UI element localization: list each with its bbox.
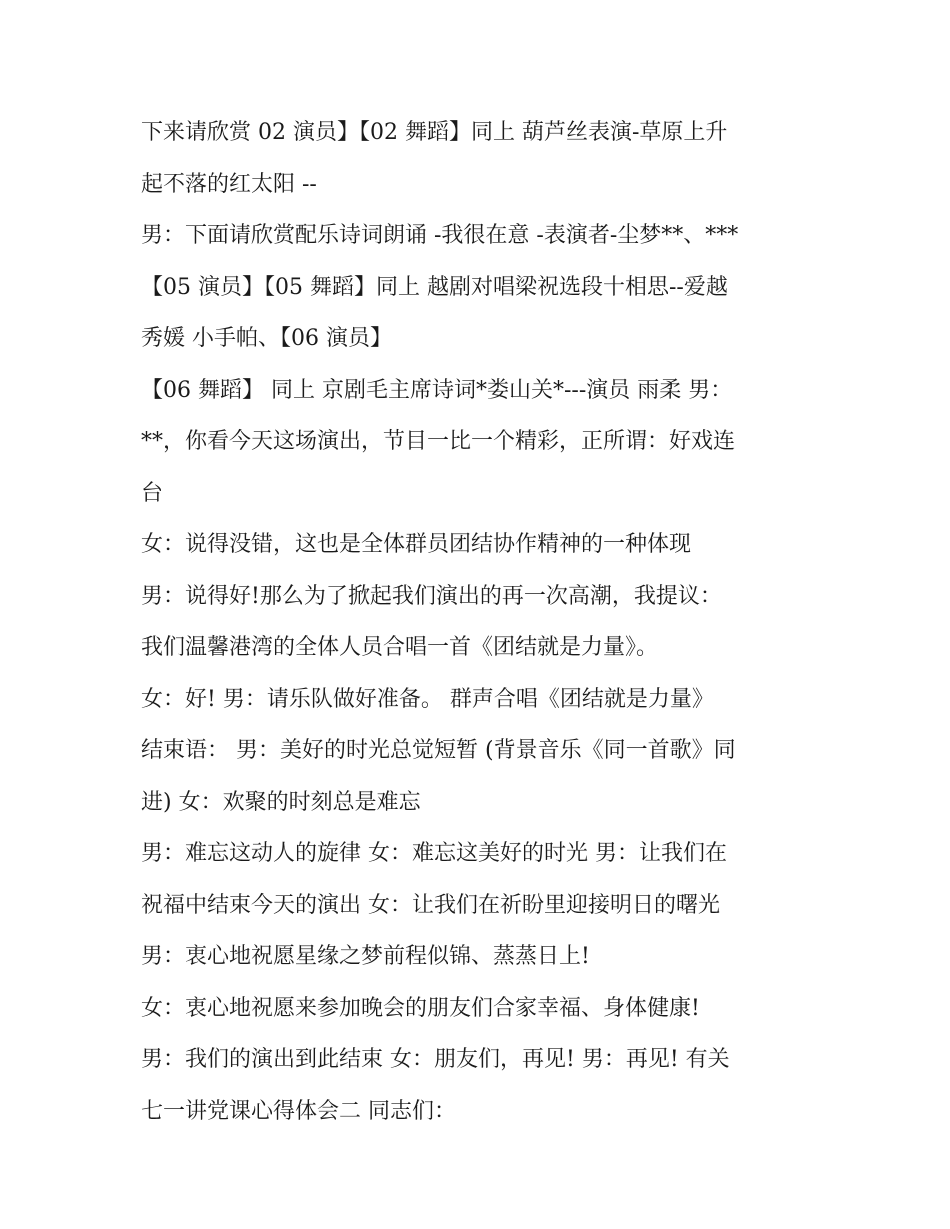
text-line: 台: [141, 480, 164, 506]
text-line: 进) 女：欢聚的时刻总是难忘: [141, 789, 421, 815]
text-line: 男：下面请欣赏配乐诗词朗诵 -我很在意 -表演者-尘梦**、***: [141, 223, 739, 248]
text-line: 男：难忘这动人的旋律 女：难忘这美好的时光 男：让我们在: [141, 841, 727, 866]
document-body: [141, 107, 821, 1137]
text-line: 七一讲党课心得体会二 同志们：: [141, 1098, 456, 1124]
text-line: 男：说得好!那么为了掀起我们演出的再一次高潮，我提议：: [141, 583, 722, 609]
text-line: 女：说得没错，这也是全体群员团结协作精神的一种体现: [141, 532, 692, 557]
text-line: 女：好! 男：请乐队做好准备。 群声合唱《团结就是力量》: [141, 686, 714, 712]
text-line: 起不落的红太阳 --: [141, 171, 317, 197]
text-line: 下来请欣赏 02 演员】【02 舞蹈】同上 葫芦丝表演-草原上升: [141, 120, 728, 145]
text-line: 秀媛 小手帕、【06 演员】: [141, 326, 392, 351]
text-line: 男：衷心地祝愿星缘之梦前程似锦、蒸蒸日上!: [141, 944, 590, 969]
text-line: **，你看今天这场演出，节目一比一个精彩，正所谓：好戏连: [141, 429, 736, 454]
text-line: 【05 演员】【05 舞蹈】同上 越剧对唱梁祝选段十相思--爱越: [141, 274, 728, 300]
text-line: 男：我们的演出到此结束 女：朋友们，再见! 男：再见! 有关: [141, 1047, 730, 1072]
text-line: 我们温馨港湾的全体人员合唱一首《团结就是力量》。: [141, 635, 659, 660]
text-line: 女：衷心地祝愿来参加晚会的朋友们合家幸福、身体健康!: [141, 995, 700, 1021]
text-line: 【06 舞蹈】 同上 京剧毛主席诗词*娄山关*---演员 雨柔 男：: [141, 377, 733, 403]
text-line: 祝福中结束今天的演出 女：让我们在祈盼里迎接明日的曙光: [141, 892, 720, 918]
text-line: 结束语： 男：美好的时光总觉短暂 (背景音乐《同一首歌》同: [141, 738, 736, 763]
